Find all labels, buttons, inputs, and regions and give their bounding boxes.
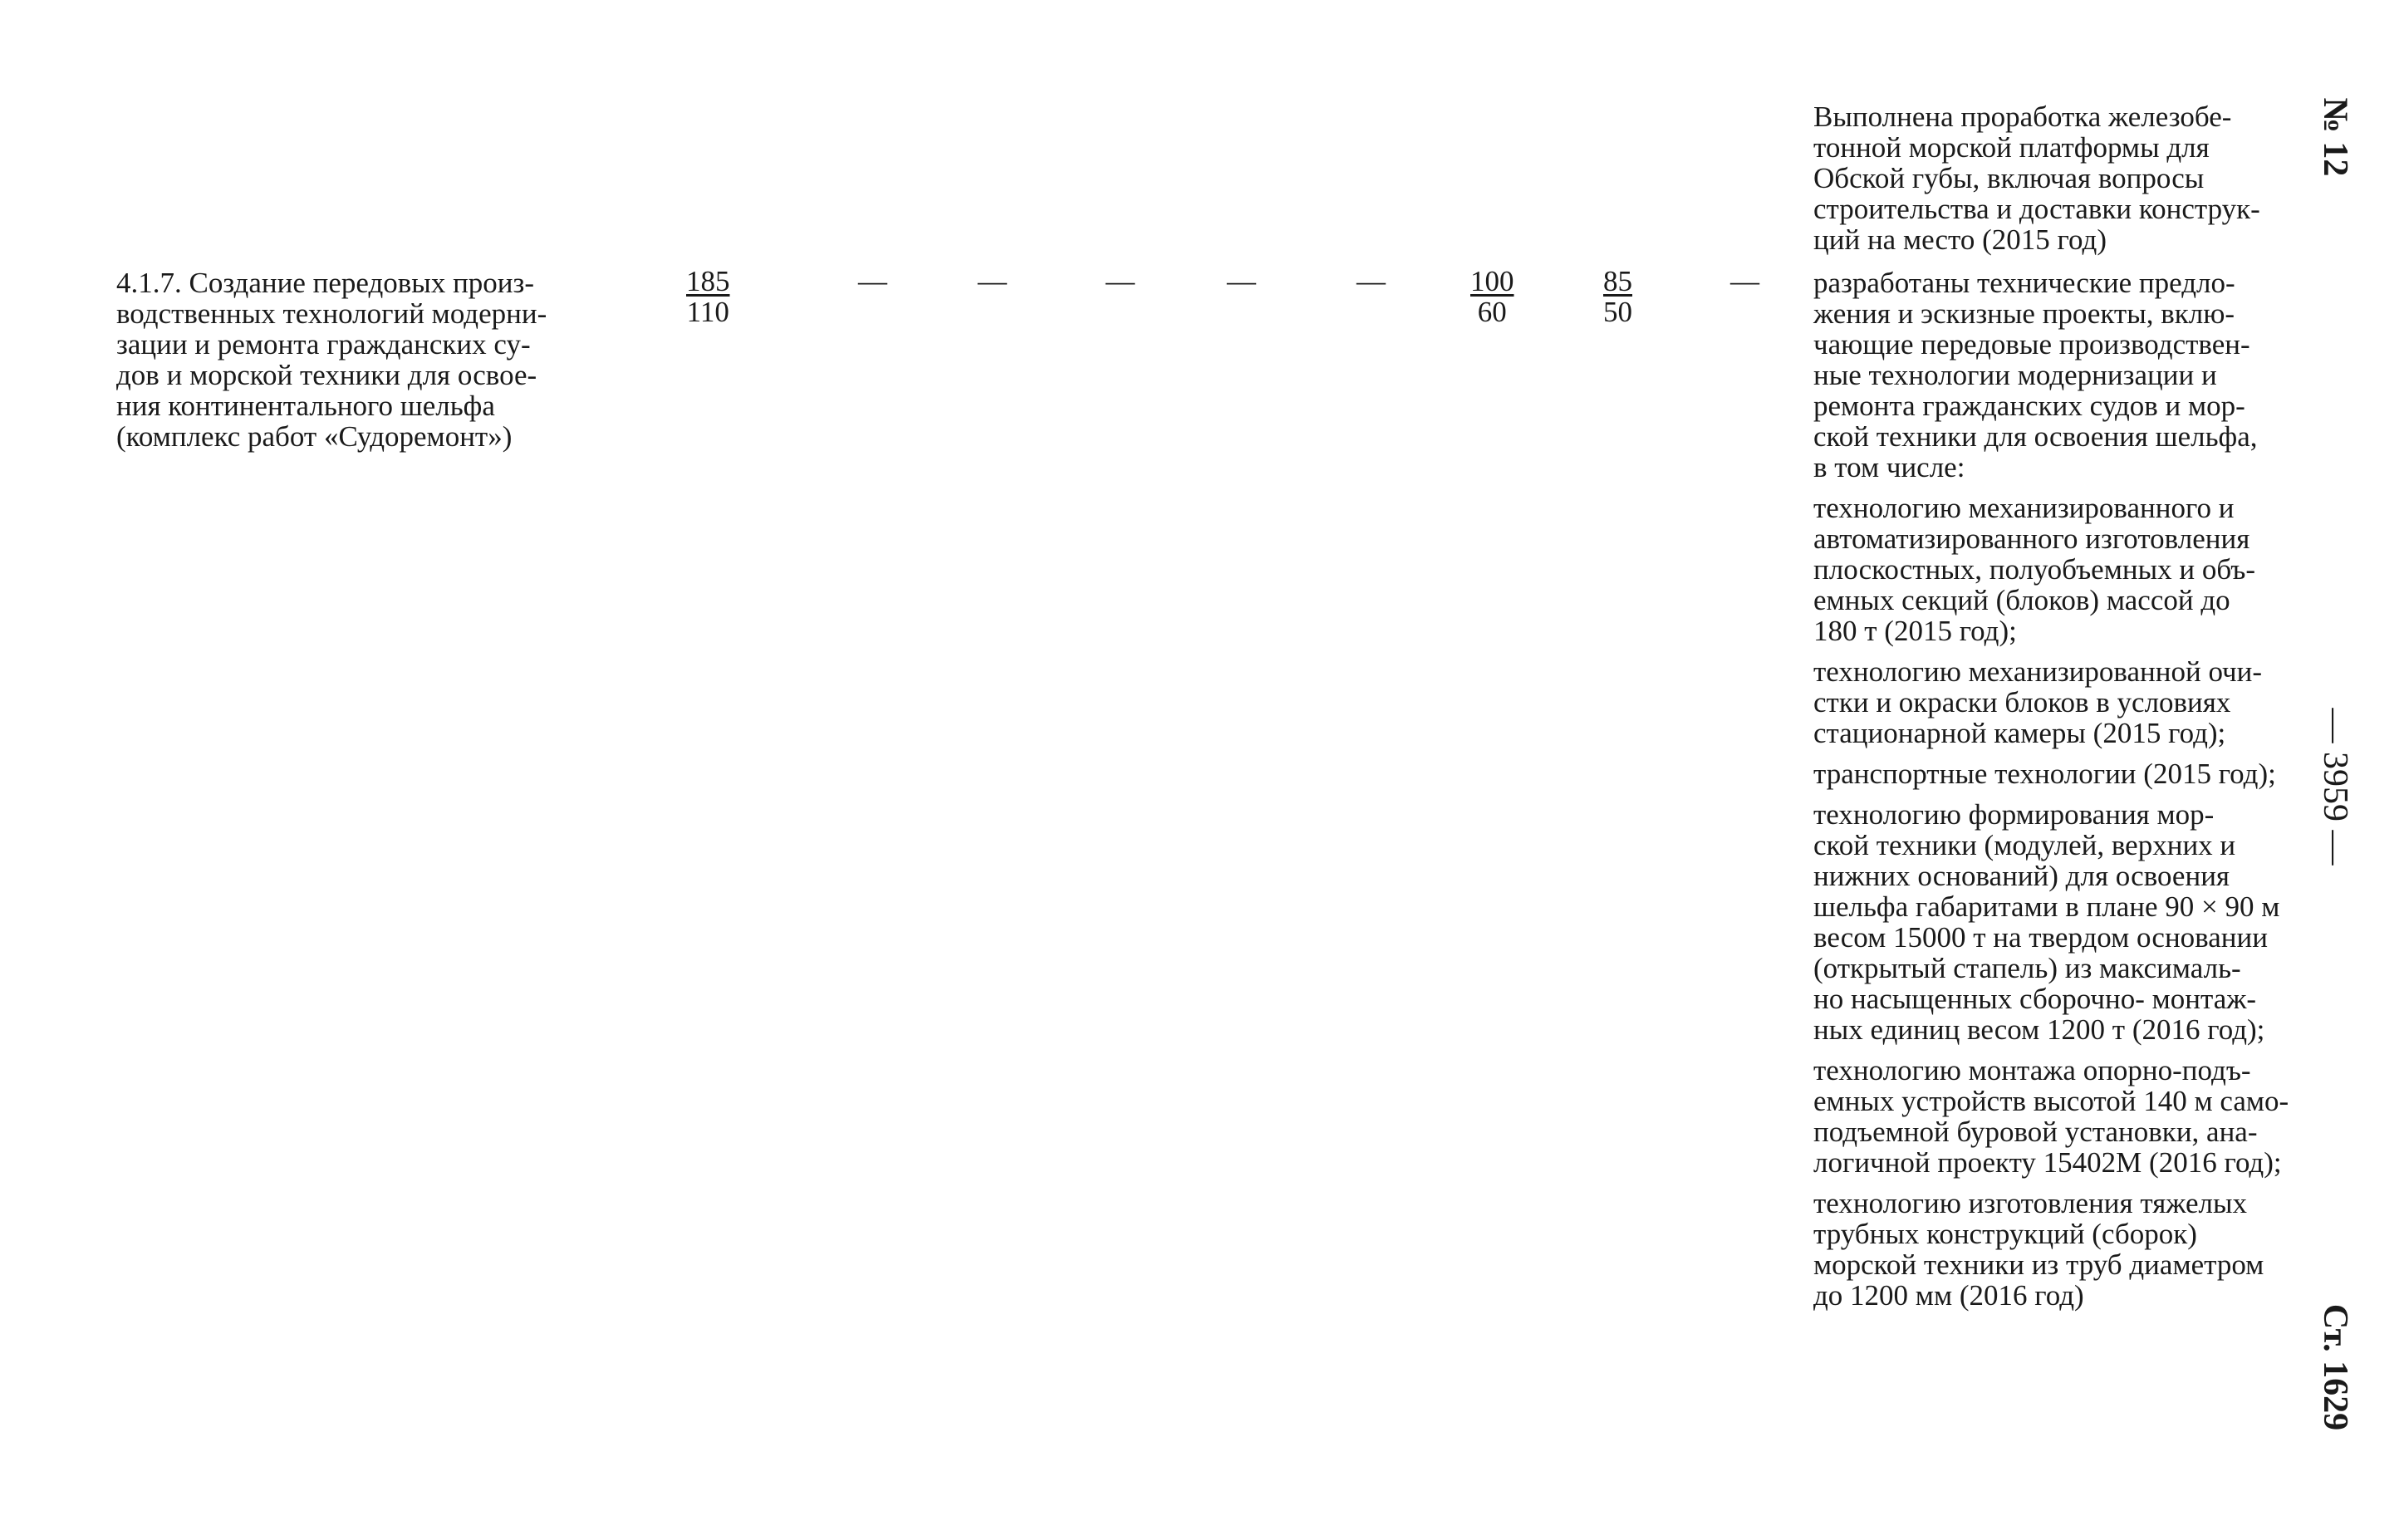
funding-year-6 xyxy=(1470,266,1514,327)
funding-year-7-bottom: 50 xyxy=(1603,296,1632,328)
result-paragraph: технологию механизированного и автоматизированного изготовления плоскостных, полуобъемных и объ- емных секций (блоков) массой до 180 т (2015 год); xyxy=(1813,492,2256,647)
funding-year-3: — xyxy=(1106,265,1135,297)
previous-row-result xyxy=(1813,101,2292,265)
result-paragraph: технологию изготовления тяжелых трубных конструкций (сборок) морской техники из труб диаметром до 1200 мм (2016 год) xyxy=(1813,1187,2264,1312)
row-results xyxy=(1813,267,2292,1321)
issue-number: № 12 xyxy=(2316,97,2354,177)
total-funding xyxy=(686,266,730,327)
page-number: — 3959 — xyxy=(2316,708,2354,866)
result-paragraph: Выполнена проработка железобе- тонной морской платформы для Обской губы, включая вопросы строительства и доставки конструк- ций на место (2015 год) xyxy=(1813,101,2260,256)
funding-year-4: — xyxy=(1227,265,1256,297)
result-paragraph: технологию формирования мор- ской техники (модулей, верхних и нижних оснований) для освоения шельфа габаритами в плане 90 × 90 м весом 15000 т на твердом основании (открытый стапель) из максималь- но насыщенных сборочно- монтаж- ных единиц весом 1200 т (2016 год); xyxy=(1813,798,2280,1046)
result-paragraph: разработаны технические предло- жения и эскизные проекты, вклю- чающие передовые производствен- ные технологии модернизации и ремонта гражданских судов и мор- ской техники для освоения шельфа, в том числе: xyxy=(1813,267,2258,483)
funding-year-2: — xyxy=(978,265,1007,297)
funding-year-8: — xyxy=(1730,265,1759,297)
funding-year-6-top: 100 xyxy=(1470,265,1514,297)
result-paragraph: технологию монтажа опорно-подъ- емных устройств высотой 140 м само- подъемной буровой установки, ана- логичной проекту 15402М (2016 год); xyxy=(1813,1054,2289,1179)
funding-year-7 xyxy=(1603,266,1632,327)
total-funding-bottom: 110 xyxy=(686,296,729,328)
row-title: 4.1.7. Создание передовых произ- водственных технологий модерни- зации и ремонта гражданских су- дов и морской техники для освое- ния континентального шельфа (комплекс работ «Судоремонт») xyxy=(116,267,547,453)
total-funding-top: 185 xyxy=(686,265,730,297)
funding-year-7-top: 85 xyxy=(1603,265,1632,297)
article-number: Ст. 1629 xyxy=(2316,1303,2354,1431)
funding-year-5: — xyxy=(1357,265,1386,297)
result-paragraph: транспортные технологии (2015 год); xyxy=(1813,758,2276,790)
result-paragraph: технологию механизированной очи- стки и окраски блоков в условиях стационарной камеры (2015 год); xyxy=(1813,655,2263,749)
funding-year-1: — xyxy=(858,265,887,297)
funding-year-6-bottom: 60 xyxy=(1477,296,1507,328)
